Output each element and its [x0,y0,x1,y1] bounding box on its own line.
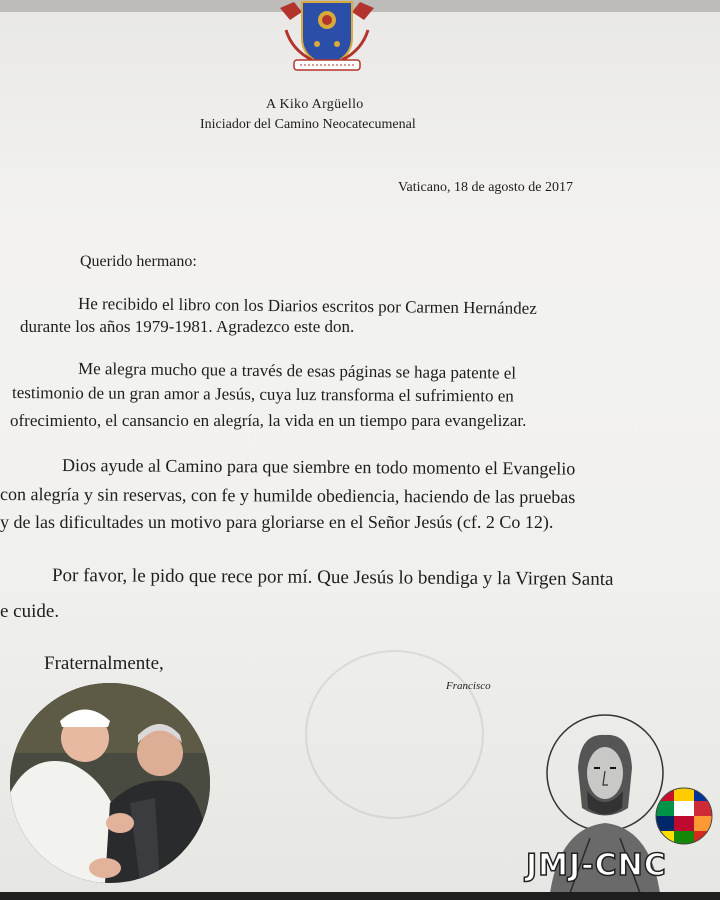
faded-seal-stamp [305,650,484,819]
body-line: testimonio de un gran amor a Jesús, cuya luz transforma el sufrimiento en [11,383,514,406]
closing: Fraternalmente, [44,653,164,674]
salutation: Querido hermano: [80,253,197,270]
recipient-name: A Kiko Argüello [266,97,364,112]
body-line: Me alegra mucho que a través de esas páginas se haga patente el [77,359,517,383]
photo-pope-embrace [10,683,210,883]
body-line: Por favor, le pido que rece por mí. Que Jesús lo bendiga y la Virgen Santa [51,565,614,590]
globe-flags-icon [654,786,714,846]
bottom-edge [0,892,720,900]
signature: Francisco [446,680,491,692]
body-line: Dios ayude al Camino para que siembre en todo momento el Evangelio [61,455,576,479]
papal-coat-of-arms-icon [272,0,382,75]
body-line: durante los años 1979-1981. Agradezco este don. [20,317,355,336]
body-line: e cuide. [0,601,60,622]
recipient-title: Iniciador del Camino Neocatecumenal [200,117,416,132]
body-line: con alegría y sin reservas, con fe y humilde obediencia, haciendo de las pruebas [0,484,576,508]
body-line: He recibido el libro con los Diarios escritos por Carmen Hernández [77,294,537,318]
place-date: Vaticano, 18 de agosto de 2017 [398,180,573,195]
brand-watermark: JMJ-CNC [526,848,667,883]
photo-illustration [10,683,210,883]
body-line: y de las dificultades un motivo para gloriarse en el Señor Jesús (cf. 2 Co 12). [0,512,554,532]
body-line: ofrecimiento, el cansancio en alegría, la vida en un tiempo para evangelizar. [10,411,527,430]
